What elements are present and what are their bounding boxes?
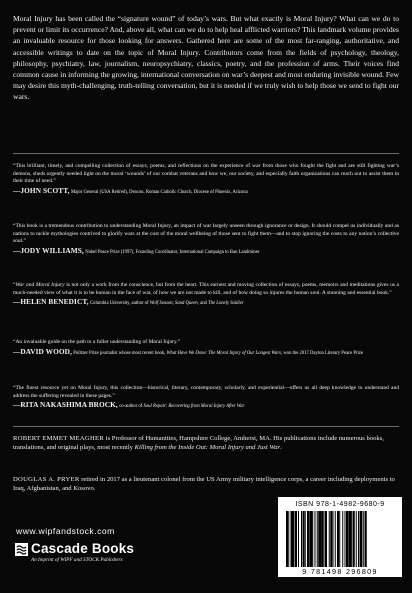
endorsement	[13, 163, 399, 197]
barcode-stripe	[335, 511, 336, 567]
barcode-stripe	[298, 511, 299, 567]
barcode-stripe	[333, 511, 334, 567]
barcode-bars	[286, 511, 394, 567]
endorser-name: —RITA NAKASHIMA BROCK,	[13, 400, 118, 410]
section-divider	[13, 426, 399, 427]
barcode-stripe	[345, 511, 346, 567]
barcode-stripe	[330, 511, 332, 567]
endorser-credential: Nobel Peace Prize (1997), Founding Coordinator, International Campaign to Ban Landmines	[85, 249, 260, 255]
endorsement-quote: “This book is a tremendous contribution to understanding Moral Injury, an impact of war largely unseen through ignorance or design. It should compel us individually and as nations to tackle mythologies contrived to glorify wars at the cost of the moral wellbeing of those sent to fight them—and to stop ignoring the costs to any nation’s collective soul.”	[13, 223, 399, 245]
barcode-stripe	[291, 511, 294, 567]
endorsement-attribution	[13, 247, 399, 257]
barcode-stripe	[351, 511, 352, 567]
endorser-credential: Major General (USA Retired), Deacon, Roman Catholic Church, Diocese of Phoenix, Arizona	[71, 189, 248, 195]
endorser-name: —JOHN SCOTT,	[13, 185, 70, 195]
barcode-stripe	[321, 511, 323, 567]
cover-description: Moral Injury has been called the “signature wound” of today’s wars. But what exactly is Moral Injury? What can we do to prevent or limit its occurrence? And, above all, what can we do to help heal afflicted warriors? This landmark volume provides an invaluable resource for those looking for answers. Gathered here are some of the most far-ranging, authoritative, and accessible writings to date on the topic of Moral Injury. Contributors come from the fields of psychology, theology, philosophy, psychiatry, law, journalism, neuropsychiatry, classics, poetry, and the profession of arms. Their voices find common cause in informing the growing, international conversation on war’s deepest and most enduring invisible wound. Few may desire this myth-challenging, truth-telling conversation, but it is needed if we truly wish to help those we send to fight our wars.	[13, 14, 399, 102]
barcode-stripe	[358, 511, 359, 567]
barcode-stripe	[301, 511, 302, 567]
endorsement-attribution	[13, 401, 399, 411]
editor-bio-text: retired in 2017 as a lieutenant colonel from the US Army military intelligence corps, a career including deployments to Iraq, Afghanistan, and Kosovo.	[13, 476, 395, 493]
barcode-stripe	[309, 511, 312, 567]
endorsement	[13, 385, 399, 411]
barcode-stripe	[365, 511, 367, 567]
endorsement-attribution	[13, 348, 399, 358]
barcode-stripe	[294, 511, 295, 567]
endorsement-attribution	[13, 187, 399, 197]
barcode-stripe	[346, 511, 348, 567]
barcode-stripe	[339, 511, 340, 567]
publisher-name: Cascade Books	[31, 541, 135, 556]
endorsement	[13, 223, 399, 257]
publisher-tagline: An Imprint of WIPF and STOCK Publishers	[31, 557, 123, 563]
barcode-stripe	[312, 511, 313, 567]
barcode-stripe	[329, 511, 330, 567]
editor-name: DOUGLAS A. PRYER	[13, 476, 80, 483]
barcode-stripe	[325, 511, 327, 567]
barcode-stripe	[356, 511, 357, 567]
endorser-name: —JODY WILLIAMS,	[13, 245, 84, 255]
barcode-stripe	[318, 511, 321, 567]
cascade-logo-icon	[15, 543, 28, 556]
isbn-barcode	[278, 497, 402, 577]
endorser-name: —HELEN BENEDICT,	[13, 297, 89, 307]
editor-bio	[13, 475, 399, 493]
endorsement-attribution	[13, 298, 399, 308]
endorsement	[13, 282, 399, 308]
endorser-credential: Pulitzer Prize journalist whose most recent book, What Have We Done: The Moral Injury of Our Longest Wars, won the 2017 Dayton Literary Peace Prize	[73, 350, 364, 356]
barcode-stripe	[303, 511, 305, 567]
endorser-credential: co-author of Soul Repair: Recovering from Moral Injury After War	[119, 404, 245, 410]
barcode-stripe	[288, 511, 289, 567]
publisher-url: www.wipfandstock.com	[16, 526, 115, 536]
barcode-stripe	[307, 511, 309, 567]
isbn-label: ISBN 978-1-4982-9680-9	[295, 501, 385, 508]
barcode-stripe	[315, 511, 316, 567]
endorsement-quote: “War and Moral Injury is not only a work from the conscience, but from the heart. This earnest and moving collection of essays, poems, memoirs and meditations gives us a much-needed view of what it is to be human in the face of war, of how we are not made to kill, and of how doing so injures the human soul. A stunning and essential book.”	[13, 282, 399, 296]
barcode-stripe	[360, 511, 363, 567]
publisher-logo	[15, 543, 143, 575]
barcode-stripe	[286, 511, 288, 567]
endorsement	[13, 339, 399, 358]
endorsement-quote: “An invaluable guide on the path to a fuller understanding of Moral Injury.”	[13, 339, 181, 345]
editor-bio	[13, 434, 399, 452]
barcode-stripe	[342, 511, 343, 567]
barcode-stripe	[295, 511, 297, 567]
endorsement-quote: “This brilliant, timely, and compelling collection of essays, poems, and reflections on the experience of war from those who fought the fight and are still fighting war’s demons, sheds urgently needed light on the moral ‘wounds’ of our combat veterans and how we, our society, and especially faith organizations can reach out to assist them in their time of need.”	[13, 163, 399, 185]
endorser-credential: Columbia University, author of Wolf Season, Sand Queen, and The Lonely Soldier	[90, 301, 244, 307]
barcode-stripe	[324, 511, 325, 567]
barcode-stripe	[337, 511, 339, 567]
barcode-stripe	[348, 511, 351, 567]
barcode-stripe	[363, 511, 364, 567]
section-divider	[13, 153, 399, 154]
editor-bio-text: is Professor of Humanities, Hampshire College, Amherst, MA. His publications include numerous books, translations, and original plays, most recently Killing from the Inside Out: Moral Injury and Just War.	[13, 435, 384, 452]
editor-name: ROBERT EMMET MEAGHER	[13, 435, 105, 442]
barcode-stripe	[317, 511, 318, 567]
endorser-name: —DAVID WOOD,	[13, 346, 72, 356]
barcode-stripe	[305, 511, 306, 567]
endorsement-quote: “The finest resource yet on Moral Injury, this collection—historical, literary, contemporary, scholarly, and experiential—offers us all deep knowledge to understand and address the suffering revealed in these pages.”	[13, 385, 399, 399]
barcode-stripe	[353, 511, 355, 567]
barcode-digits: 9 781498 296809	[302, 567, 378, 576]
